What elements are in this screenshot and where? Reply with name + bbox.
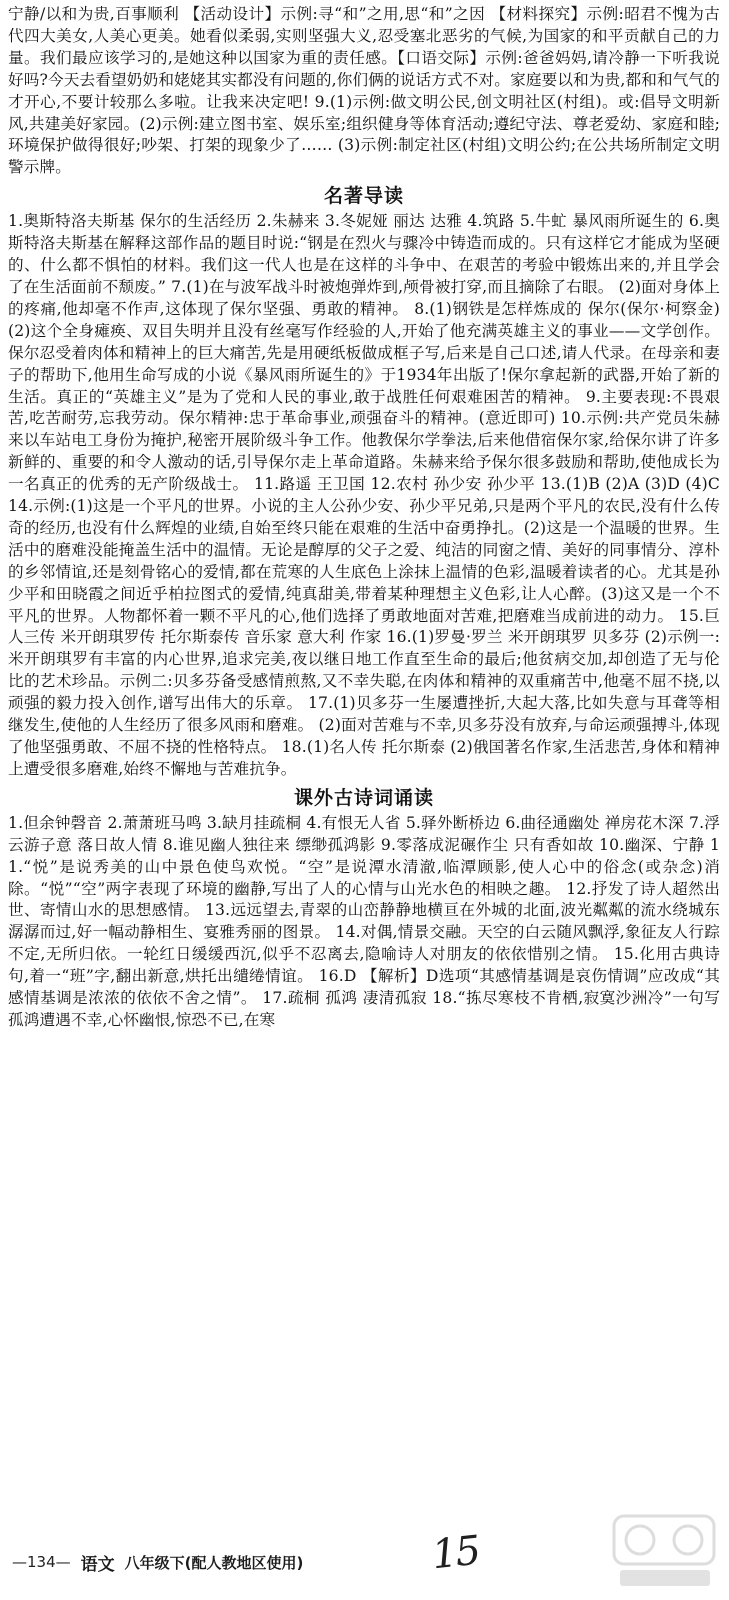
section-heading-famous-books: 名著导读 — [323, 185, 404, 208]
handwritten-mark: 15 — [429, 1527, 482, 1579]
watermark-logo — [610, 1510, 720, 1592]
paragraph-activity-answers: 宁静/以和为贵,百事顺利 【活动设计】示例:寻“和”之用,思“和”之因 【材料探究】示例:昭君不愧为古代四大美女,人美心更美。她看似柔弱,实则坚强大义,忍受塞北恶劣的气候,为国家的和平贡献自己的力量。我们最应该学习的,是她这种以国家为重的责任感。【口语交际】示例:爸爸妈妈,请冷静一下听我说好吗?今天去看望奶奶和姥姥其实都没有问题的,你们俩的说话方式不对。家庭要以和为贵,都和和气气的才开心,不要计较那么多啦。让我来决定吧! 9.(1)示例:做文明公民,创文明社区(村组)。或:倡导文明新风,共建美好家园。(2)示例:建立图书室、娱乐室;组织健身等体育活动;遵纪守法、尊老爱幼、家庭和睦;环境保护做得很好;吵架、打架的现象少了…… (3)示例:制定社区(村组)文明公约;在公共场所制定文明警示牌。 — [8, 5, 720, 177]
footer-grade: 八年级下(配人教地区使用) — [124, 1553, 304, 1572]
footer-subject: 语文 — [80, 1554, 115, 1575]
page-footer — [12, 1547, 303, 1577]
page-number: —134— — [12, 1553, 71, 1571]
paragraph-famous-books-answers: 1.奥斯特洛夫斯基 保尔的生活经历 2.朱赫来 3.冬妮娅 丽达 达雅 4.筑路 5.牛虻 暴风雨所诞生的 6.奥斯特洛夫斯基在解释这部作品的题目时说:“钢是在烈火与骤冷中铸造而成的。只有这样它才能成为坚硬的、什么都不惧怕的材料。我们这一代人也是在这样的斗争中、在艰苦的考验中锻炼出来的,并且学会了在生活面前不颓废。” 7.(1)在与波军战斗时被炮弹炸到,颅骨被打穿,而且摘除了右眼。 (2)面对身体上的疼痛,他却毫不作声,这体现了保尔坚强、勇敢的精神。 8.(1)钢铁是怎样炼成的 保尔(保尔·柯察金) (2)这个全身瘫痪、双目失明并且没有丝毫写作经验的人,开始了他充满英雄主义的事业——文学创作。保尔忍受着肉体和精神上的巨大痛苦,先是用硬纸板做成框子写,后来是自己口述,请人代录。在母亲和妻子的帮助下,他用生命写成的小说《暴风雨所诞生的》于1934年出版了!保尔拿起新的武器,开始了新的生活。真正的“英雄主义”是为了党和人民的事业,敢于战胜任何艰难困苦的精神。 9.主要表现:不畏艰苦,吃苦耐劳,忘我劳动。保尔精神:忠于革命事业,顽强奋斗的精神。(意近即可) 10.示例:共产党员朱赫来以车站电工身份为掩护,秘密开展阶级斗争工作。他教保尔学拳法,后来他借宿保尔家,给保尔讲了许多新鲜的、重要的和令人激动的话,引导保尔走上革命道路。朱赫来给予保尔很多鼓励和帮助,使他成长为一名真正的优秀的无产阶级战士。 11.路遥 王卫国 12.农村 孙少安 孙少平 13.(1)B (2)A (3)D (4)C 14.示例:(1)这是一个平凡的世界。小说的主人公孙少安、孙少平兄弟,只是两个平凡的农民,没有什么传奇的经历,也没有什么辉煌的业绩,自始至终只能在艰难的生活中奋勇挣扎。(2)这是一个温暖的世界。生活中的磨难没能掩盖生活中的温情。无论是醇厚的父子之爱、纯洁的同窗之情、美好的同事情分、淳朴的乡邻情谊,还是刻骨铭心的爱情,都在荒寒的人生底色上涂抹上温情的色彩,温暖着读者的心。尤其是孙少平和田晓霞之间近乎柏拉图式的爱情,纯真甜美,带着某种理想主义色彩,让人心醉。(3)这又是一个不平凡的世界。人物都怀着一颗不平凡的心,他们选择了勇敢地面对苦难,把磨难当成前进的动力。 15.巨人三传 米开朗琪罗传 托尔斯泰传 音乐家 意大利 作家 16.(1)罗曼·罗兰 米开朗琪罗 贝多芬 (2)示例一:米开朗琪罗有丰富的内心世界,追求完美,夜以继日地工作直至生命的最后;他贫病交加,却创造了无与伦比的艺术珍品。示例二:贝多芬备受感情煎熬,又不幸失聪,在肉体和精神的双重痛苦中,他毫不屈不挠,以顽强的毅力投入创作,谱写出伟大的乐章。 17.(1)贝多芬一生屡遭挫折,大起大落,比如失意与耳聋等相继发生,使他的人生经历了很多风雨和磨难。 (2)面对苦难与不幸,贝多芬没有放弃,与命运顽强搏斗,体现了他坚强勇敢、不屈不挠的性格特点。 18.(1)名人传 托尔斯泰 (2)俄国著名作家,生活悲苦,身体和精神上遭受很多磨难,始终不懈地与苦难抗争。 — [8, 212, 720, 778]
section-heading-classical-poetry: 课外古诗词诵读 — [293, 786, 434, 809]
page-content — [8, 4, 720, 1032]
paragraph-classical-poetry-answers: 1.但余钟磬音 2.萧萧班马鸣 3.缺月挂疏桐 4.有恨无人省 5.驿外断桥边 6.曲径通幽处 禅房花木深 7.浮云游子意 落日故人情 8.谁见幽人独往来 缥缈孤鸿影 9.零落成泥碾作尘 只有香如故 10.幽深、宁静 11.“悦”是说秀美的山中景色使鸟欢悦。“空”是说潭水清澈,临潭顾影,使人心中的俗念(或杂念)消除。“悦”“空”两字表现了环境的幽静,写出了人的心情与山光水色的相映之趣。 12.抒发了诗人超然出世、寄情山水的思想感情。 13.远远望去,青翠的山峦静静地横亘在外城的北面,波光粼粼的流水绕城东潺潺而过,好一幅动静相生、宴雅秀丽的图景。 14.对偶,情景交融。天空的白云随风飘浮,象征友人行踪不定,无所归依。一轮红日缓缓西沉,似乎不忍离去,隐喻诗人对朋友的依依惜别之情。 15.化用古典诗句,着一“班”字,翻出新意,烘托出缱绻情谊。 16.D 【解析】D选项“其感情基调是哀伤情调”应改成“其感情基调是浓浓的依依不舍之情”。 17.疏桐 孤鸿 凄清孤寂 18.“拣尽寒枝不肯栖,寂寞沙洲冷”一句写孤鸿遭遇不幸,心怀幽恨,惊恐不已,在寒 — [8, 813, 720, 1029]
